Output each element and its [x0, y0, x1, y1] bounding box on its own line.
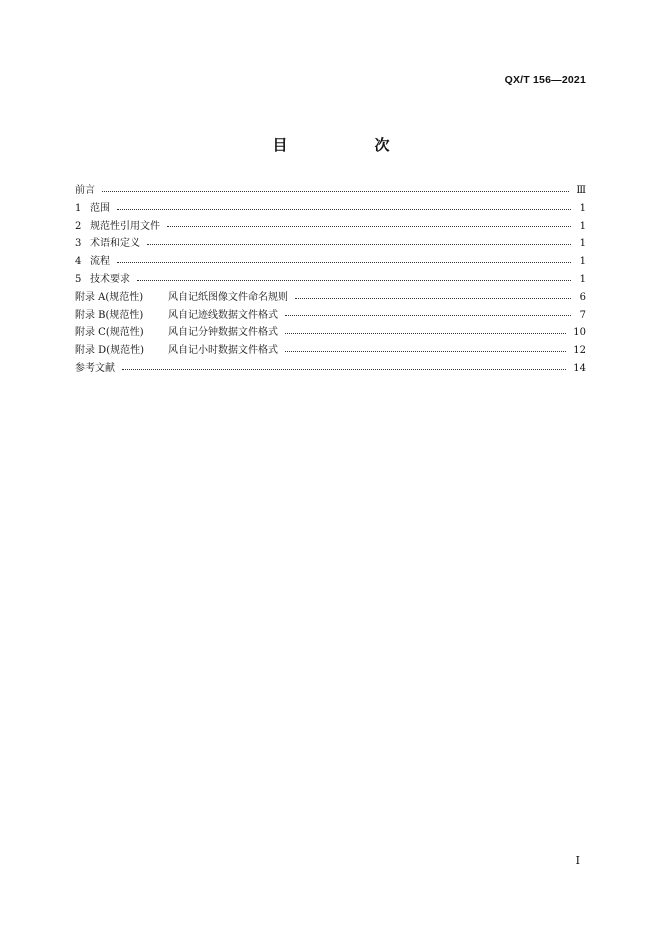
toc-entry-page: 12 — [573, 345, 586, 357]
toc-entry-page: 7 — [579, 309, 586, 321]
toc-entry-page: 1 — [579, 238, 586, 250]
toc-entry-page: 1 — [579, 220, 586, 232]
toc-entry-label — [75, 218, 164, 236]
toc-leader-dots — [285, 351, 566, 352]
toc-entry-title: 风自记分钟数据文件格式 — [168, 327, 278, 339]
toc-leader-dots — [147, 244, 571, 245]
page-title: 目 次 — [272, 136, 426, 154]
toc-entry-appendix: 附录 B(规范性) — [75, 309, 144, 321]
document-code: QX/T 156—2021 — [504, 74, 586, 86]
toc-entry-page: Ⅲ — [576, 185, 586, 196]
toc-entry-number: 5 — [75, 273, 82, 285]
toc-entry-label — [75, 307, 282, 325]
toc-entry-title: 风自记纸图像文件命名规则 — [168, 291, 288, 303]
toc-entry-appendix: 附录 D(规范性) — [75, 345, 144, 357]
toc-entry-terms-definitions[interactable] — [75, 235, 586, 253]
toc-entry-foreword[interactable] — [75, 182, 586, 200]
toc-entry-page: 1 — [579, 202, 586, 214]
toc-entry-scope[interactable] — [75, 200, 586, 218]
toc-leader-dots — [137, 280, 571, 281]
toc-entry-title: 流程 — [90, 256, 110, 268]
toc-entry-page: 10 — [573, 327, 586, 339]
toc-leader-dots — [102, 191, 569, 192]
toc-entry-appendix-c[interactable] — [75, 324, 586, 342]
toc-leader-dots — [167, 226, 571, 227]
toc-entry-label — [75, 235, 144, 253]
toc-leader-dots — [122, 369, 566, 370]
toc-entry-title: 风自记迹线数据文件格式 — [168, 309, 278, 321]
toc-entry-label — [75, 200, 114, 218]
toc-entry-title: 规范性引用文件 — [90, 220, 160, 232]
table-of-contents — [75, 182, 586, 378]
toc-entry-label — [75, 324, 282, 342]
toc-entry-label — [75, 253, 114, 271]
toc-entry-label — [75, 342, 282, 360]
toc-entry-title: 参考文献 — [75, 362, 115, 374]
toc-entry-page: 14 — [573, 362, 586, 374]
toc-entry-label — [75, 289, 292, 307]
toc-entry-appendix-a[interactable] — [75, 289, 586, 307]
toc-entry-title: 范围 — [90, 202, 110, 214]
toc-entry-title: 前言 — [75, 185, 95, 196]
toc-entry-label — [75, 271, 134, 289]
toc-entry-number: 2 — [75, 220, 82, 232]
toc-entry-title: 技术要求 — [90, 273, 130, 285]
toc-entry-normative-references[interactable] — [75, 218, 586, 236]
toc-entry-appendix: 附录 C(规范性) — [75, 327, 144, 339]
toc-entry-title: 术语和定义 — [90, 238, 140, 250]
toc-leader-dots — [295, 298, 571, 299]
toc-entry-title: 风自记小时数据文件格式 — [168, 345, 278, 357]
toc-entry-process[interactable] — [75, 253, 586, 271]
toc-leader-dots — [117, 209, 571, 210]
toc-entry-label — [75, 360, 119, 378]
toc-leader-dots — [285, 315, 571, 316]
toc-entry-appendix-b[interactable] — [75, 307, 586, 325]
toc-entry-bibliography[interactable] — [75, 360, 586, 378]
page-number: Ⅰ — [575, 854, 580, 867]
toc-leader-dots — [285, 333, 566, 334]
toc-leader-dots — [117, 262, 571, 263]
toc-entry-page: 1 — [579, 256, 586, 268]
toc-entry-label — [75, 182, 99, 200]
toc-entry-page: 1 — [579, 273, 586, 285]
toc-entry-page: 6 — [579, 291, 586, 303]
toc-entry-appendix-d[interactable] — [75, 342, 586, 360]
toc-entry-number: 3 — [75, 238, 82, 250]
toc-entry-technical-requirements[interactable] — [75, 271, 586, 289]
toc-entry-number: 1 — [75, 202, 82, 214]
toc-entry-number: 4 — [75, 256, 82, 268]
toc-entry-appendix: 附录 A(规范性) — [75, 291, 144, 303]
